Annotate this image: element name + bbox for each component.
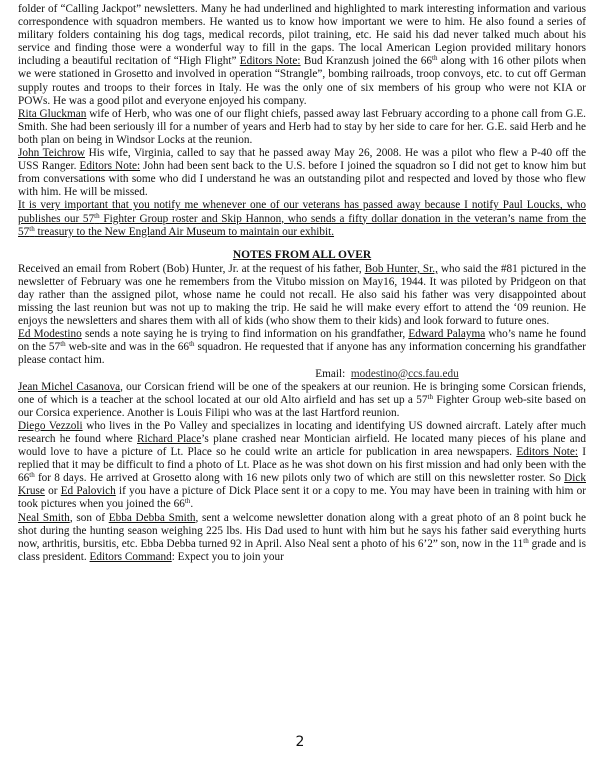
paragraph-vezzoli [18, 420, 586, 512]
text-segment: ’s plane crashed near Montician airfield. He located many pieces of his plane and would love to have a picture of Lt. Place so he could write an article for publication in area newspapers. [18, 433, 587, 459]
person-name: Ed Palovich [60, 485, 116, 498]
superscript: th [29, 471, 35, 480]
text-segment: web-site and was in the 66 [65, 341, 190, 354]
text-segment: or [44, 485, 61, 498]
text-segment: if you have a picture of Dick Place sent it or a copy to me. You may have been in training with him or took pictures when you joined the 66 [18, 485, 587, 511]
person-name: Bob Hunter, Sr., [364, 262, 438, 275]
email-line [18, 368, 586, 381]
editors-command-label: Editors Command [89, 550, 172, 563]
editors-note-label: Editors Note: [239, 55, 301, 68]
text-segment: squadron. He requested that if anyone has any information concerning his grandfather please contact him. [18, 341, 586, 367]
email-label: Email: [315, 367, 346, 380]
text-segment: who’s name he found on the 57 [18, 328, 586, 354]
text-segment: along with 16 other pilots when we were stationed in Grosetto and involved in operation “Strangle”, bombing railroads, troop convoys, etc. to cut off German supply routes and troops to their forces in Italy. He was the only one of six members of his group who were not KIA or POWs. He was a good pilot and everyone enjoyed his company. [18, 55, 586, 107]
text-segment: Fighter Group web-site based on our Corsica experience. Another is Louis Filipi who was at the last Hartford reunion. [18, 393, 586, 419]
text-segment: His wife, Virginia, called to say that he passed away May 26, 2008. He was a pilot who flew a P-40 off the USS Ranger. [18, 147, 586, 173]
person-name: Neal Smith [18, 511, 70, 524]
email-link[interactable]: modestino@ccs.fau.edu [350, 367, 459, 380]
superscript: th [427, 392, 433, 401]
person-name: Jean Michel Casanova [18, 380, 121, 393]
page-number: 2 [295, 734, 305, 750]
text-segment: who said the #81 pictured in the newsletter of February was one he remembers from the Vitubo mission on May16, 1944. It was piloted by Pridgeon on that day rather than the assigned pilot, whose name he could not recall. He also said his father was very disappointed about missing the last reunion but was not up to making the trip. He said he will make every effort to attend the ‘09 reunion. He enjoys the newsletters and shares them with all of kids (who show them to their kids) and look forward to future ones. [18, 262, 586, 328]
person-name: Rita Gluckman [18, 107, 87, 120]
notify-notice [18, 199, 586, 238]
text-segment: treasury to the New England Air Museum to maintain our exhibit. [34, 225, 335, 238]
paragraph-kranzush [18, 3, 586, 108]
text-segment: grade and is class president. [18, 537, 587, 563]
superscript: th [60, 340, 66, 349]
superscript: th [432, 54, 438, 63]
superscript: th [94, 211, 100, 220]
paragraph-gluckman [18, 108, 586, 147]
text-segment: , sent a welcome newsletter donation along with a great photo of an 8 point buck he shot during the hunting season weighing 225 lbs. His Dad used to hunt with him but he says his father said everything hurts now, arthritis, bursitis, etc. Ebba Debba turned 92 in April. Also Neal sent a photo of his 6’2” son, now in the 11 [18, 511, 586, 550]
person-name: Edward Palayma [408, 328, 486, 341]
editors-note-label: Editors Note: [79, 160, 141, 173]
paragraph-neal-smith [18, 512, 586, 564]
text-segment: : Expect you to join your [171, 550, 284, 563]
text-segment: . [190, 498, 194, 511]
text-segment: , son of [69, 511, 109, 524]
text-segment: I replied that it may be difficult to find a photo of Lt. Place as he was shot down on his first mission and had only been with the 66 [18, 446, 586, 485]
person-name: Dick Kruse [18, 472, 586, 498]
superscript: th [29, 224, 35, 233]
paragraph-modestino [18, 328, 586, 367]
section-heading: NOTES FROM ALL OVER [232, 248, 372, 261]
text-segment: It is very important that you notify me whenever one of our veterans has passed away because I notify Paul Loucks, who publishes our 57 [18, 199, 586, 225]
text-segment: John had been sent back to the U.S. before I joined the squadron so I did not get to know him but from conversations with some who did I understand he was an outstanding pilot and respected and loved by those who flew with him. He will be missed. [18, 160, 586, 199]
text-segment: folder of “Calling Jackpot” newsletters. Many he had underlined and highlighted to mark interesting information and various correspondence with squadron members. He wanted us to know how important we were to him. He also found a series of military folders containing his dog tags, medical records, pilot training, etc. He said his dad never talked much about his service and finding those were a wonderful way to fill in the gaps. The local American Legion provided military honors including a beautiful recitation of “High Flight” [18, 3, 586, 68]
text-segment: wife of Herb, who was one of our flight chiefs, passed away last February according to a phone call from G.E. Smith. She had been seriously ill for a number of years and Herb had to stay by her side to care for her. G.E. said Herb and he both plan on being in Windsor Locks at the reunion. [18, 107, 586, 146]
paragraph-casanova [18, 381, 586, 420]
paragraph-hunter [18, 263, 586, 328]
person-name: Richard Place [137, 433, 202, 445]
person-name: Ebba Debba Smith [108, 511, 196, 524]
person-name: Ed Modestino [18, 328, 82, 341]
text-segment: Bud Kranzush joined the 66 [300, 55, 433, 68]
text-segment: for 8 days. He arrived at Grosetto along with 16 new pilots only two of which are still on this newsletter roster. So [34, 472, 565, 485]
text-segment: , our Corsican friend will be one of the speakers at our reunion. He is bringing some Corsican friends, one of which is a teacher at the school located at our old Alto airfield and has set up a 57 [18, 380, 586, 406]
paragraph-teichrow [18, 147, 586, 199]
superscript: th [184, 497, 191, 506]
text-segment: sends a note saying he is trying to find information on his grandfather, [81, 328, 409, 341]
person-name: Diego Vezzoli [18, 419, 83, 432]
text-segment: Fighter Group roster and Skip Hannon, who sends a fifty dollar donation in the veteran’s name from the 57 [18, 212, 586, 238]
text-segment: who lives in the Po Valley and specializes in locating and identifying US downed aircraft. Lately after much research he found where [18, 419, 586, 445]
superscript: th [189, 340, 195, 349]
superscript: th [523, 536, 529, 545]
person-name: John Teichrow [18, 147, 85, 160]
text-segment: Received an email from Robert (Bob) Hunter, Jr. at the request of his father, [18, 262, 365, 275]
editors-note-label: Editors Note: [516, 446, 579, 459]
